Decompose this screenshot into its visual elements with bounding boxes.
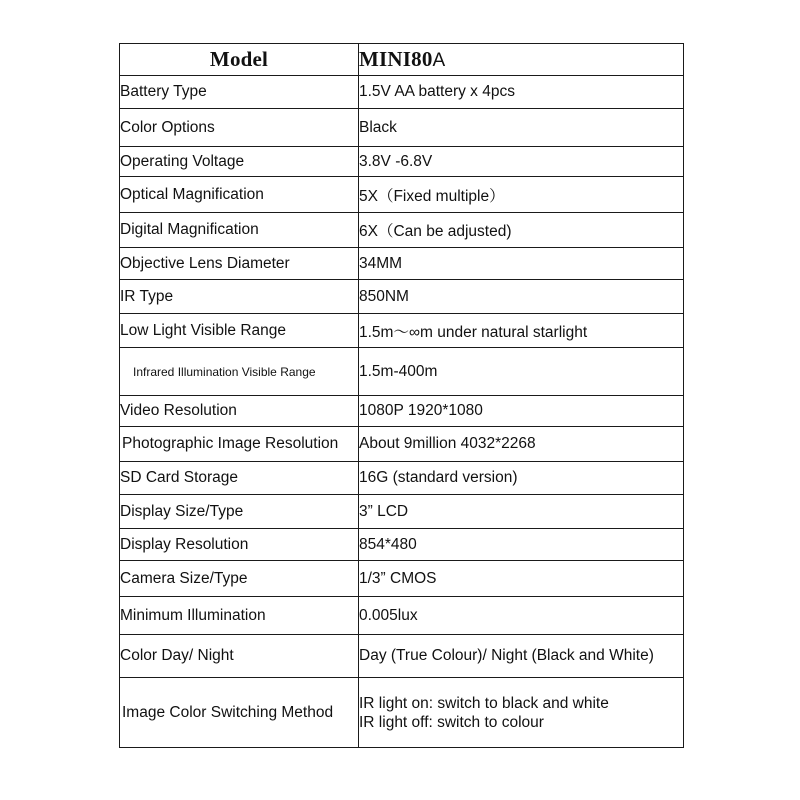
spec-value: 3.8V -6.8V bbox=[359, 147, 684, 177]
spec-value: 1.5V AA battery x 4pcs bbox=[359, 76, 684, 109]
spec-label: Infrared Illumination Visible Range bbox=[120, 348, 359, 396]
spec-label: Color Options bbox=[120, 109, 359, 147]
spec-label: Image Color Switching Method bbox=[120, 678, 359, 748]
spec-value: 34MM bbox=[359, 248, 684, 280]
spec-label: Camera Size/Type bbox=[120, 561, 359, 597]
spec-row-image-color-switching-method bbox=[120, 678, 684, 748]
spec-label: Objective Lens Diameter bbox=[120, 248, 359, 280]
header-model-label: Model bbox=[120, 44, 359, 76]
spec-row-display-resolution bbox=[120, 529, 684, 561]
spec-value: Day (True Colour)/ Night (Black and White) bbox=[359, 635, 684, 678]
spec-row-camera-size-type bbox=[120, 561, 684, 597]
header-model-value bbox=[359, 44, 684, 76]
spec-value: 0.005lux bbox=[359, 597, 684, 635]
spec-value: Black bbox=[359, 109, 684, 147]
spec-label: Video Resolution bbox=[120, 396, 359, 427]
specification-table bbox=[119, 43, 684, 748]
spec-value: 16G (standard version) bbox=[359, 462, 684, 495]
spec-value: 3” LCD bbox=[359, 495, 684, 529]
spec-row-sd-card-storage bbox=[120, 462, 684, 495]
spec-value bbox=[359, 678, 684, 748]
spec-label: Minimum Illumination bbox=[120, 597, 359, 635]
spec-label: Digital Magnification bbox=[120, 213, 359, 248]
spec-value: 854*480 bbox=[359, 529, 684, 561]
spec-label: Optical Magnification bbox=[120, 177, 359, 213]
spec-row-color-options bbox=[120, 109, 684, 147]
spec-row-low-light-visible-range bbox=[120, 314, 684, 348]
spec-row-operating-voltage bbox=[120, 147, 684, 177]
spec-value: 1080P 1920*1080 bbox=[359, 396, 684, 427]
spec-row-video-resolution bbox=[120, 396, 684, 427]
spec-row-optical-magnification bbox=[120, 177, 684, 213]
spec-label: Photographic Image Resolution bbox=[120, 427, 359, 462]
spec-row-minimum-illumination bbox=[120, 597, 684, 635]
spec-value: 1/3” CMOS bbox=[359, 561, 684, 597]
spec-label: Operating Voltage bbox=[120, 147, 359, 177]
spec-row-color-day-night bbox=[120, 635, 684, 678]
spec-label: Display Resolution bbox=[120, 529, 359, 561]
spec-label: Battery Type bbox=[120, 76, 359, 109]
spec-label: SD Card Storage bbox=[120, 462, 359, 495]
spec-value-line: IR light on: switch to black and white bbox=[359, 694, 609, 712]
spec-row-infrared-illumination-range bbox=[120, 348, 684, 396]
spec-value: About 9million 4032*2268 bbox=[359, 427, 684, 462]
spec-row-ir-type bbox=[120, 280, 684, 314]
spec-row-digital-magnification bbox=[120, 213, 684, 248]
spec-label: Low Light Visible Range bbox=[120, 314, 359, 348]
spec-label: Display Size/Type bbox=[120, 495, 359, 529]
spec-value: 1.5m～∞m under natural starlight bbox=[359, 314, 684, 348]
spec-row-display-size-type bbox=[120, 495, 684, 529]
spec-value: 5X（Fixed multiple） bbox=[359, 177, 684, 213]
spec-value: 1.5m-400m bbox=[359, 348, 684, 396]
spec-value-line: IR light off: switch to colour bbox=[359, 713, 544, 731]
model-name: MINI80 bbox=[359, 47, 433, 71]
spec-row-objective-lens-diameter bbox=[120, 248, 684, 280]
spec-value: 6X（Can be adjusted) bbox=[359, 213, 684, 248]
spec-label: Color Day/ Night bbox=[120, 635, 359, 678]
model-suffix: A bbox=[432, 50, 446, 71]
spec-value: 850NM bbox=[359, 280, 684, 314]
spec-label: IR Type bbox=[120, 280, 359, 314]
spec-row-photographic-image-resolution bbox=[120, 427, 684, 462]
spec-row-battery-type bbox=[120, 76, 684, 109]
header-row bbox=[120, 44, 684, 76]
